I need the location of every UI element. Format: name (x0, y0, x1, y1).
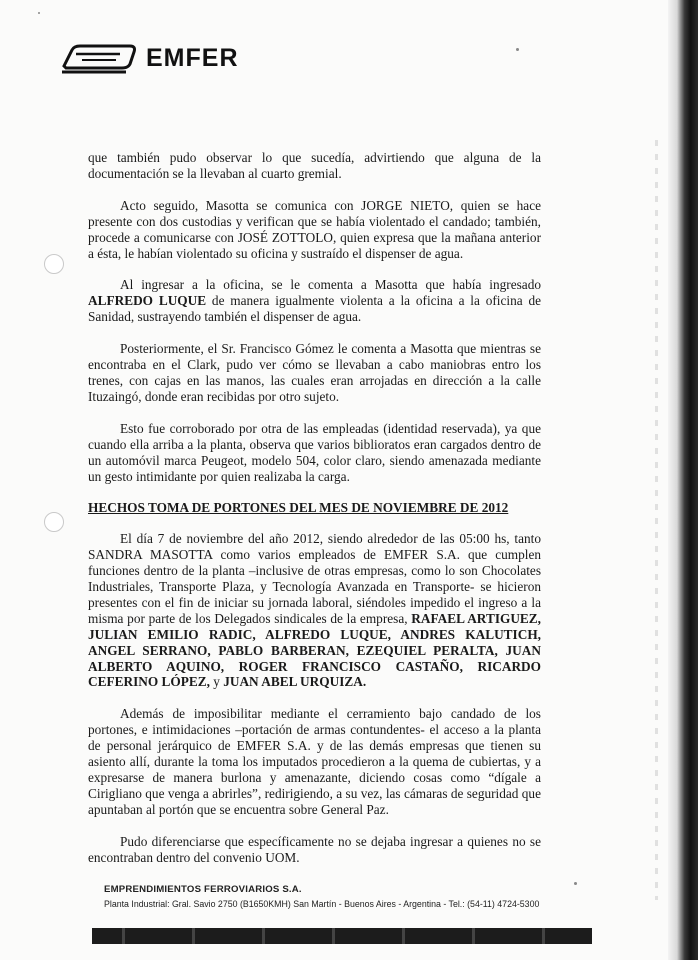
bold-text-run: RAFAEL ARTIGUEZ, JULIAN EMILIO RADIC, ALFREDO LUQUE, ANDRES KALUTICH, ANGEL SERRANO, PABLO BARBERAN, EZEQUIEL PERALTA, JUAN ALBERTO AQUINO, ROGER FRANCISCO CASTAÑO, RICARDO CEFERINO LÓPEZ, (88, 610, 541, 690)
text-run: El día 7 de noviembre del año 2012, siendo alrededor de las 05:00 hs, tanto SANDRA MASOTTA como varios empleados de EMFER S.A. que cumplen funciones dentro de la planta –inclusive de otras empresas, como lo son Chocolates Industriales, Transporte Plaza, y Tecnología Avanzada en Transporte- se hicieron presentes con el fin de iniciar su jornada laboral, siéndoles impedido el ingreso a la misma por parte de los Delegados sindicales de la empresa, (88, 531, 541, 626)
company-logo (60, 40, 239, 76)
body-paragraph (88, 706, 541, 817)
punch-hole-icon (44, 512, 64, 532)
text-run: Posteriormente, el Sr. Francisco Gómez le comenta a Masotta que mientras se encontraba en el Clark, pudo ver cómo se llevaban a cabo maniobras entro los trenes, con cajas en las manos, las cuales eran arrojadas en dirección a la calle Ituzaingó, donde eran recibidas por otro sujeto. (88, 341, 541, 404)
bold-text-run: HECHOS TOMA DE PORTONES DEL MES DE NOVIEMBRE DE 2012 (88, 500, 509, 516)
text-run: que también pudo observar lo que sucedía, advirtiendo que alguna de la documentación se la llevaban al cuarto gremial. (88, 150, 541, 181)
scanner-edge-shadow (668, 0, 698, 960)
text-run: y (209, 674, 224, 690)
scan-speck (38, 12, 40, 14)
train-logo-icon (60, 40, 138, 76)
document-body (88, 150, 541, 882)
text-run: de manera igualmente violenta a la oficina a la oficina de Sanidad, sustrayendo también el dispenser de agua. (88, 293, 541, 325)
punch-hole-icon (44, 254, 64, 274)
body-paragraph (88, 277, 541, 325)
logo-text: EMFER (146, 43, 239, 72)
body-paragraph (88, 834, 541, 866)
body-paragraph (88, 421, 541, 485)
footer-address: Planta Industrial: Gral. Savio 2750 (B1650KMH) San Martín - Buenos Aires - Argentina - Tel.: (54-11) 4724-5300 (104, 899, 540, 909)
body-paragraph (88, 341, 541, 405)
body-paragraph (88, 150, 541, 182)
text-run: Además de imposibilitar mediante el cerramiento bajo candado de los portones, e intimidaciones –portación de armas contundentes- el acceso a la planta de personal jerárquico de EMFER S.A. y de las demás empresas que tienen su asiento allí, durante la toma los imputados procedieron a la quema de cubiertas, y a expresarse de manera burlona y amenazante, diciendo cosas como “dígale a Cirigliano que venga a abrirles”, redirigiendo, a su vez, las cámaras de seguridad que apuntaban al portón que se encuentra sobre General Paz. (88, 706, 541, 817)
scan-speck (574, 882, 577, 885)
footer-company-name: EMPRENDIMIENTOS FERROVIARIOS S.A. (104, 884, 302, 895)
bold-text-run: ALFREDO LUQUE (88, 293, 207, 309)
scan-speck (516, 48, 519, 51)
body-paragraph (88, 198, 541, 262)
bold-text-run: JUAN ABEL URQUIZA. (223, 674, 367, 690)
text-run: Acto seguido, Masotta se comunica con JORGE NIETO, quien se hace presente con dos custodias y verifican que se había violentado el candado; también, procede a comunicarse con JOSÉ ZOTTOLO, quien expresa que la mañana anterior a ésta, le habían violentado su oficina y sustraído el dispenser de agua. (88, 197, 541, 261)
scanner-bottom-bar (92, 928, 592, 944)
text-run: Pudo diferenciarse que específicamente no se dejaba ingresar a quienes no se encontraban dentro del convenio UOM. (88, 833, 541, 865)
body-paragraph (88, 531, 541, 690)
text-run: Esto fue corroborado por otra de las empleadas (identidad reservada), ya que cuando ella arriba a la planta, observa que varios biblioratos eran cargados dentro de un automóvil marca Peugeot, modelo 504, color claro, siendo amenazada mediante un gesto intimidante por quien realizaba la carga. (88, 420, 541, 484)
section-heading (88, 500, 541, 516)
scanner-edge-streak (655, 140, 658, 900)
page-footer (104, 884, 539, 909)
text-run: Al ingresar a la oficina, se le comenta a Masotta que había ingresado (120, 277, 541, 293)
